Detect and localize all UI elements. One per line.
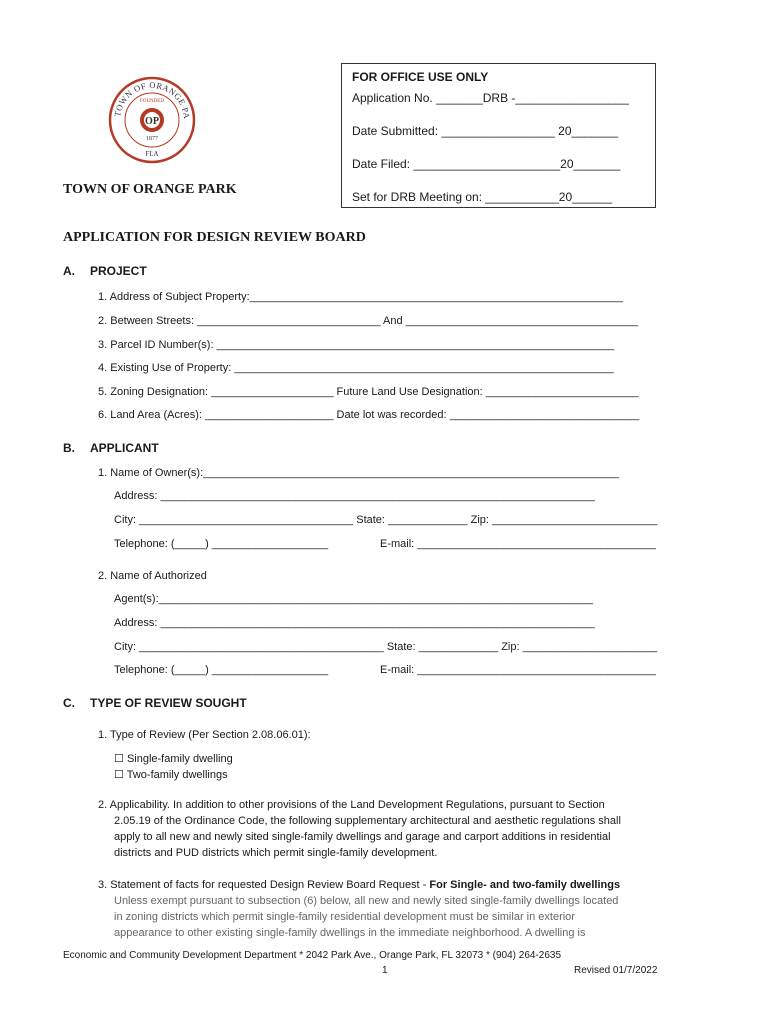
applicability-line: 2.05.19 of the Ordinance Code, the following supplementary architectural and aesthetic regulations shall [114,815,621,827]
checkbox-icon[interactable]: ☐ [114,753,124,765]
doc-title: APPLICATION FOR DESIGN REVIEW BOARD [63,230,366,245]
option-single-family[interactable] [114,752,233,765]
revised-date: Revised 01/7/2022 [574,965,658,976]
owner-city-field[interactable]: City: ___________________________________ State: _____________ Zip: ___________________________ [114,514,658,526]
seal-year: 1877 [146,136,158,142]
agent-address-field[interactable]: Address: _______________________________________________________________________ [114,617,595,629]
agent-name-field[interactable]: Agent(s):_______________________________________________________________________ [114,593,593,605]
owner-name-field[interactable]: 1. Name of Owner(s):____________________________________________________________________ [98,467,620,479]
section-a-letter: A. [63,264,75,278]
zoning-field[interactable]: 5. Zoning Designation: ____________________ Future Land Use Designation: _________________________ [98,386,639,398]
section-a-title: PROJECT [90,264,147,278]
statement-bold: For Single- and two-family dwellings [429,879,621,891]
section-b-title: APPLICANT [90,441,159,455]
agent-label: 2. Name of Authorized [98,570,207,582]
applicability-line: 2. Applicability. In addition to other provisions of the Land Development Regulations, pursuant to Section [98,799,605,811]
footer-address: Economic and Community Development Department * 2042 Park Ave., Orange Park, FL 32073 * (904) 264-2635 [63,950,562,961]
date-submitted-field[interactable]: Date Submitted: _________________ 20_______ [352,124,619,138]
applicability-line: districts and PUD districts which permit single-family development. [114,847,438,859]
option-label: Single-family dwelling [126,753,233,765]
seal-monogram: OP [145,116,159,127]
land-area-field[interactable]: 6. Land Area (Acres): _____________________ Date lot was recorded: _______________________________ [98,409,640,421]
town-name: TOWN OF ORANGE PARK [63,182,237,197]
existing-use-field[interactable]: 4. Existing Use of Property: ______________________________________________________________ [98,362,614,374]
option-two-family[interactable] [114,768,228,781]
statement-line: in zoning districts which permit single-family residential development must be similar in exterior [114,911,575,923]
page-number: 1 [382,965,388,976]
office-heading: FOR OFFICE USE ONLY [352,70,489,84]
seal-founded: FOUNDED [140,99,164,104]
agent-phone-field[interactable]: Telephone: (_____) ___________________ [114,664,329,676]
date-filed-field[interactable]: Date Filed: ______________________20_______ [352,157,621,171]
checkbox-icon[interactable]: ☐ [114,769,124,781]
agent-email-field[interactable]: E-mail: _______________________________________ [380,664,656,676]
section-c-letter: C. [63,696,75,710]
application-no-field[interactable]: Application No. _______DRB -_________________ [352,91,629,105]
svg-text:TOWN OF ORANGE PARK [108,76,192,120]
town-seal [108,76,196,164]
owner-email-field[interactable]: E-mail: _______________________________________ [380,538,656,550]
agent-city-field[interactable]: City: ________________________________________ State: _____________ Zip: ______________________ [114,641,658,653]
section-b-letter: B. [63,441,75,455]
applicability-line: apply to all new and newly sited single-family dwellings and garage and carport additions in residential [114,831,611,843]
parcel-id-field[interactable]: 3. Parcel ID Number(s): _________________________________________________________________ [98,339,615,351]
statement-line: Unless exempt pursuant to subsection (6) below, all new and newly sited single-family dwellings located [114,895,619,907]
seal-state: FLA [145,150,159,158]
owner-address-field[interactable]: Address: _______________________________________________________________________ [114,490,595,502]
statement-line: appearance to other existing single-family dwellings in the immediate neighborhood. A dwelling is [114,927,586,939]
review-type-label: 1. Type of Review (Per Section 2.08.06.01): [98,729,311,741]
option-label: Two-family dwellings [126,769,228,781]
between-streets-field[interactable]: 2. Between Streets: ______________________________ And ______________________________________ [98,315,639,327]
seal-graphic [108,76,196,164]
section-c-title: TYPE OF REVIEW SOUGHT [90,696,247,710]
statement-prefix: 3. Statement of facts for requested Design Review Board Request - [98,879,430,891]
owner-phone-field[interactable]: Telephone: (_____) ___________________ [114,538,329,550]
seal-top-text: TOWN OF ORANGE PA [112,79,193,120]
drb-meeting-field[interactable]: Set for DRB Meeting on: ___________20______ [352,190,613,204]
statement-heading [98,879,620,891]
subject-address-field[interactable]: 1. Address of Subject Property:_____________________________________________________________ [98,291,623,303]
